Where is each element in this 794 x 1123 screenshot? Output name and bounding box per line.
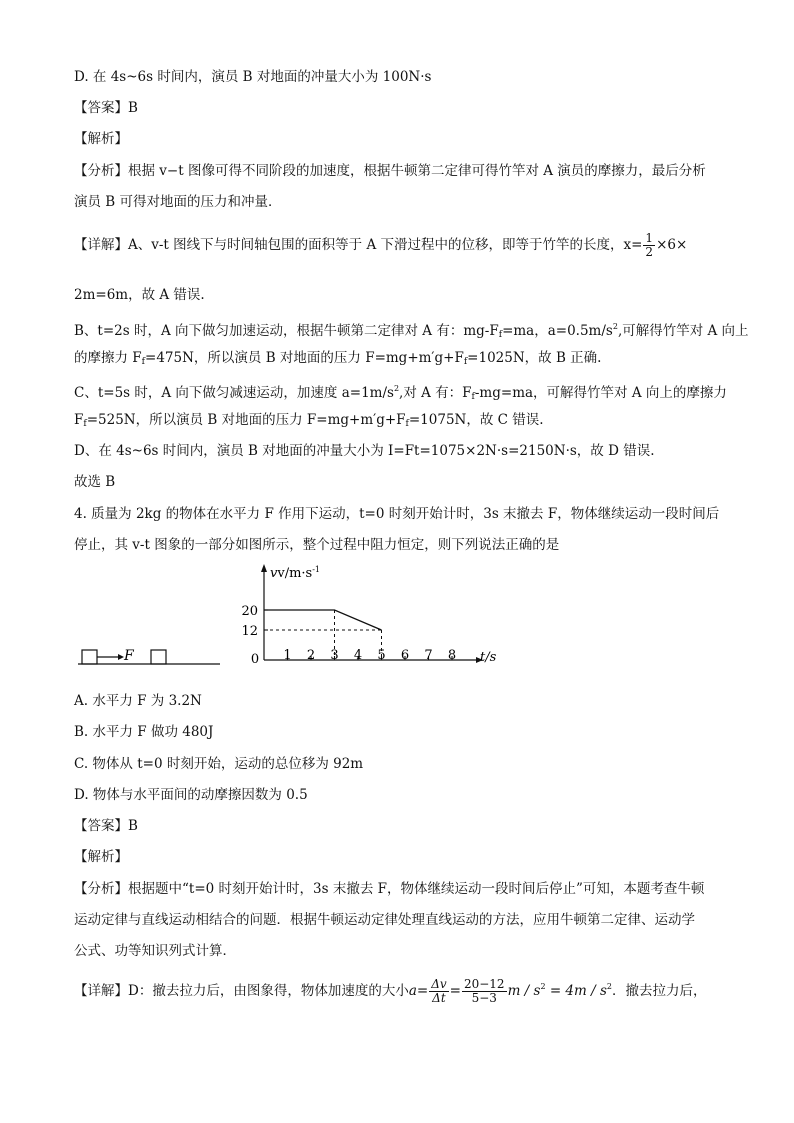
force-label: F [124,648,134,664]
text: =1075N，故 C 错误. [408,412,544,428]
q4-option-a: A. 水平力 F 为 3.2N [74,693,202,709]
y-axis-arrow [261,564,267,572]
q3-analysis-line-2: 演员 B 可得对地面的压力和冲量． [74,194,282,210]
fraction-numerator: Δv [431,977,447,991]
subscript: f [405,419,409,429]
q4-stem-line-2: 停止，其 v-t 图象的一部分如图所示，整个过程中阻力恒定，则下列说法正确的是 [74,537,560,553]
x-tick-label-7: 7 [424,648,433,663]
text: F [74,412,84,428]
q4-analysis-heading: 【解析】 [74,849,128,865]
text: 的摩擦力 F [74,350,142,366]
q3-choose: 故选 B [74,474,116,490]
q3-c-line-2 [74,411,544,433]
fraction-denominator: Δt [432,991,446,1005]
equals: = [416,983,429,999]
q3-analysis-line-1: 【分析】根据 v−t 图像可得不同阶段的加速度，根据牛顿第二定律可得竹竿对 A 演员的摩擦力，最后分析 [74,163,706,179]
q3-detail-line-2: 2m=6m，故 A 错误. [74,287,205,303]
equals: = [449,983,461,999]
value-fraction [462,978,507,1005]
text: ,可解得竹竿对 A 向上 [617,323,749,339]
q3-d-line: D、在 4s~6s 时间内，演员 B 对地面的冲量大小为 I=Ft=1075×2N·s=2150N·s，故 D 错误. [74,443,655,459]
subscript: f [83,419,87,429]
text: ,对 A 有：F [399,385,472,401]
x-tick-label-6: 6 [400,648,410,663]
vt-chart [241,564,496,667]
fraction-numerator: 20−12 [463,977,505,991]
x-tick-label-5: 5 [377,648,386,663]
block-end [151,650,166,664]
q4-stem-line-1: 4. 质量为 2kg 的物体在水平力 F 作用下运动，t=0 时刻开始计时，3s 末撤去 F，物体继续运动一段时间后 [74,506,720,522]
text: B、t=2s 时，A 向下做匀加速运动，根据牛顿第二定律对 A 有：mg-F [74,323,499,339]
subscript: f [141,357,146,367]
y-axis-label-sup: -1 [312,565,321,574]
x-ticks [283,648,456,663]
text: =475N，所以演员 B 对地面的压力 F=mg+m′g+F [145,350,464,366]
q3-answer: 【答案】B [74,100,138,116]
y-tick-label-12: 12 [241,624,258,639]
half-fraction [643,232,655,259]
q4-detail-line [74,972,706,1006]
q3-b-line-2 [74,349,601,371]
q3-b-line-1 [74,318,749,344]
x-tick-label-2: 2 [306,648,316,663]
subscript: f [471,392,475,402]
block-start [82,650,97,664]
q3-option-d: D. 在 4s~6s 时间内，演员 B 对地面的冲量大小为 100N·s [74,69,432,85]
q4-analysis-line-1: 【分析】根据题中“t=0 时刻开始计时，3s 末撤去 F，物体继续运动一段时间后停止”可知，本题考查牛顿 [74,881,705,897]
q3-analysis-heading: 【解析】 [74,131,128,147]
y-axis-label: $vv/m\cdot s^{-1}$ [270,565,321,581]
text: =ma，a=0.5m/s [502,323,613,339]
x-tick-label-3: 3 [330,648,339,663]
q4-answer: 【答案】B [74,818,138,834]
velocity-line [264,610,382,630]
superscript: 2 [612,322,618,331]
x-tick-label-8: 8 [447,648,457,663]
text: 【详解】D：撤去拉力后，由图象得，物体加速度的大小 [74,983,409,999]
result: = 4m / s [545,983,607,999]
subscript: f [498,330,503,340]
q4-figure [74,560,514,680]
y-axis-label-text: v/m·s [277,566,313,581]
q4-option-b: B. 水平力 F 做功 480J [74,724,214,740]
superscript: 2 [393,384,400,393]
text: -mg=ma，可解得竹竿对 A 向上的摩擦力 [474,385,727,401]
q4-analysis-line-3: 公式、功等知识列式计算． [74,943,236,959]
q3-c-line-1 [74,380,727,406]
x-axis-label: t/s [480,650,497,665]
fraction-denominator: 2 [645,245,654,259]
q4-option-c: C. 物体从 t=0 时刻开始，运动的总位移为 92m [74,756,364,772]
text: ．撤去拉力后， [611,983,707,999]
origin-label: 0 [250,652,260,667]
fraction-numerator: 1 [645,231,654,245]
q3-detail-text: 【详解】A、v-t 图线下与时间轴包围的面积等于 A 下滑过程中的位移，即等于竹竿的长度，x= [74,237,643,253]
text: C、t=5s 时，A 向下做匀减速运动，加速度 a=1m/s [74,385,394,401]
subscript: f [463,357,468,367]
fraction-denominator: 5−3 [471,991,497,1005]
q4-option-d: D. 物体与水平面间的动摩擦因数为 0.5 [74,787,308,803]
var-a: a [408,983,417,999]
delta-fraction [429,978,448,1005]
series [264,610,382,660]
y-tick-label-20: 20 [241,604,258,619]
superscript: 2 [540,982,546,991]
x-tick-label-1: 1 [283,648,292,663]
text: =525N，所以演员 B 对地面的压力 F=mg+m′g+F [86,412,406,428]
q3-detail-tail: ×6× [656,237,688,253]
unit: m / s [507,983,541,999]
superscript: 2 [606,982,612,991]
text: =1025N，故 B 正确. [467,350,602,366]
q4-analysis-line-2: 运动定律与直线运动相结合的问题．根据牛顿运动定律处理直线运动的方法，应用牛顿第二定律、运动学 [74,912,695,928]
x-tick-label-4: 4 [353,648,363,663]
q3-detail-line-1 [74,232,687,259]
